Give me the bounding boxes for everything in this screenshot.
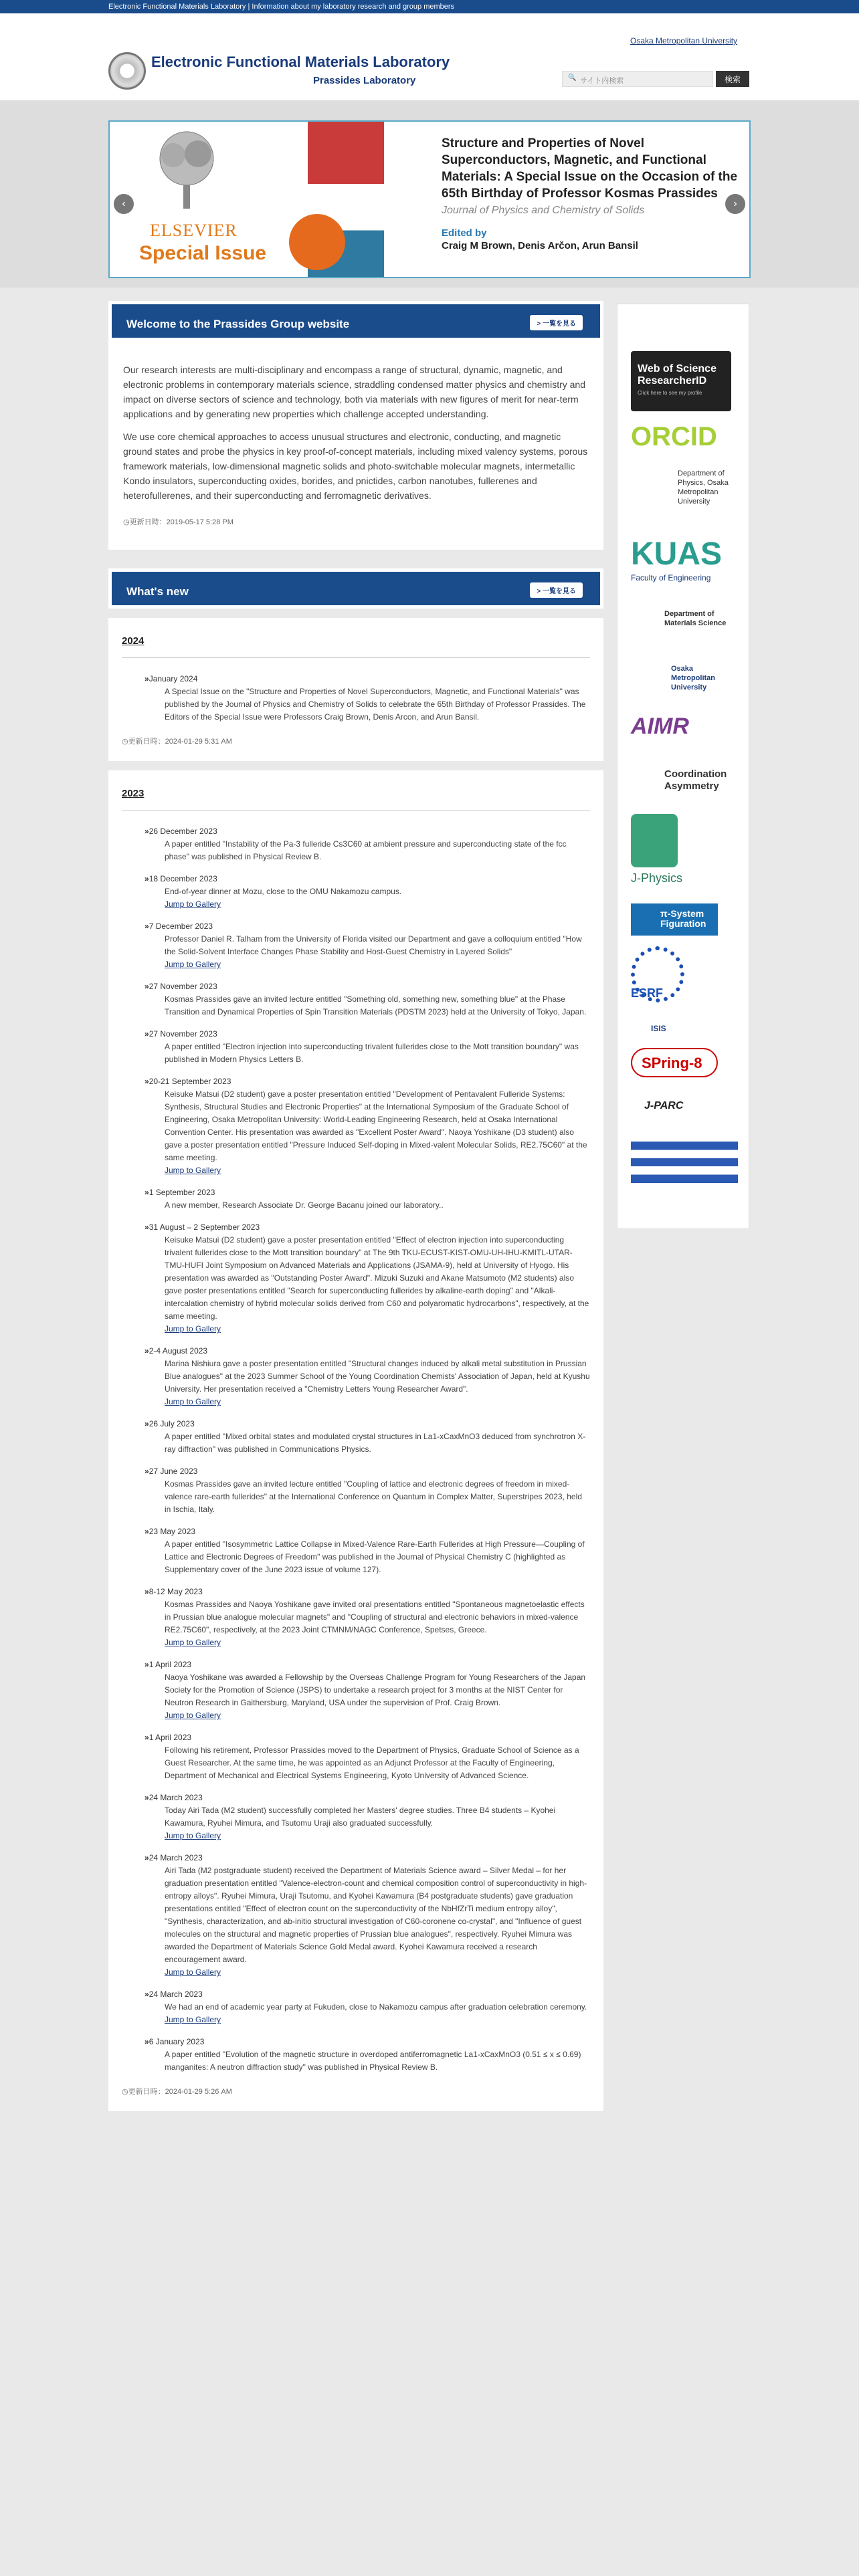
physics-logo[interactable] [631, 469, 738, 506]
news-text: End-of-year dinner at Mozu, close to the OMU Nakamozu campus. [165, 887, 402, 896]
omu-logo[interactable] [631, 664, 731, 692]
slider-prev-icon[interactable]: ‹ [114, 194, 134, 214]
news-item [145, 873, 590, 911]
esrf-logo[interactable]: ESRF [631, 986, 664, 1000]
news-item [145, 673, 590, 724]
news-date: » 27 November 2023 [145, 1028, 590, 1041]
special-issue-label: Special Issue [139, 242, 267, 264]
kuas-logo[interactable]: KUAS [631, 536, 723, 572]
news-date: » 24 March 2023 [145, 1988, 590, 2001]
physics-label: Department of Physics, Osaka Metropolitan University [678, 469, 729, 506]
hero-slide[interactable] [108, 120, 751, 278]
news-text: We had an end of academic year party at Fukuden, close to Nakamozu campus after graduation celebration ceremony. [165, 2002, 587, 2012]
news-item [145, 980, 590, 1018]
welcome-header [108, 301, 603, 341]
news-item [145, 1221, 590, 1335]
news-item [145, 1465, 590, 1516]
welcome-paragraph-2: We use core chemical approaches to access unusual structures and electronic, conducting, and magnetic ground states and probe the physics in key proof-of-concept materials, including mixed valency systems, porous framework materials, low-dimensional magnetic solids and photo-switchable molecular magnets, intermetallic Kondo insulators, superconducting oxides, borides, and pnictides, carbon nanotubes, fullerenes and heterofullerenes, and their superconducting and ferromagnetic derivatives. [123, 431, 588, 501]
news-text: Naoya Yoshikane was awarded a Fellowship by the Overseas Challenge Program for Young Researchers of the Japan Society for the Promotion of Science (JSPS) to undertake a research project for 3 months at the NIST Center for Neutron Research in Gaithersburg, Maryland, USA under the supervision of Prof. Craig Brown. [165, 1673, 586, 1707]
news-text: Following his retirement, Professor Prassides moved to the Department of Physics, Graduate School of Science as a Guest Researcher. At the same time, he was appointed as an Adjunct Professor at the Faculty of Engineering, Department of Mechanical and Electrical Systems Engineering, Kyoto University of Advanced Science. [165, 1745, 579, 1780]
isis-logo[interactable]: ISIS [651, 1024, 666, 1033]
omu-label: Osaka Metropolitan University [671, 665, 715, 691]
news-date: » 26 December 2023 [145, 825, 590, 838]
search-button[interactable]: 検索 [716, 71, 749, 87]
news-text: Kosmas Prassides gave an invited lecture entitled "Coupling of lattice and electronic degrees of freedom in mixed-valence rare-earth fullerides" at the International Conference on Quantum in Complex Matter, Superstripes 2023, held in Ischia, Italy. [165, 1479, 582, 1514]
jump-to-gallery-link[interactable]: Jump to Gallery [165, 1967, 221, 1977]
news-item [145, 1075, 590, 1177]
news-date: » 23 May 2023 [145, 1525, 590, 1538]
journal-badge-icon [289, 214, 345, 270]
lab-subtitle: Prassides Laboratory [313, 75, 416, 86]
news-text: Keisuke Matsui (D2 student) gave a poster presentation entitled "Development of Pentavalent Fulleride Systems: Synthesis, Structural Studies and Electronic Properties" at the International Symposium of the Graduate School of Engineering, Osaka Metropolitan University: World-Leading Engineering Research, held at Osaka International Convention Center. His presentation was awarded as "Excellent Poster Award". Naoya Yoshikane (D3 student) also gave a poster presentation entitled "Pressure Induced Self-doping in Mixed-valent Molecular Solids, RE2.75C60" at the same meeting. [165, 1089, 587, 1162]
jump-to-gallery-link[interactable]: Jump to Gallery [165, 1166, 221, 1175]
spring8-logo[interactable]: SPring-8 [631, 1048, 718, 1077]
wos-sub: Click here to see my profile [638, 390, 702, 396]
news-date: » 24 March 2023 [145, 1852, 590, 1864]
news-item [145, 1345, 590, 1408]
news-item [145, 1658, 590, 1722]
welcome-card [108, 341, 603, 550]
jump-to-gallery-link[interactable]: Jump to Gallery [165, 1397, 221, 1406]
news-text: A paper entitled "Electron injection into superconducting trivalent fullerides close to the Mott transition boundary" was published in Modern Physics Letters B. [165, 1042, 579, 1064]
pisystem-label: π-System Figuration [660, 908, 706, 929]
welcome-updated: ◷ 更新日時：2019-05-17 5:28 PM [123, 515, 589, 530]
news-date: » 18 December 2023 [145, 873, 590, 885]
news-text: Kosmas Prassides and Naoya Yoshikane gave invited oral presentations entitled "Spontaneous magnetoelastic effects in Prussian blue analogue molecular magnets" and "Coupling of structural and electronic behaviors in mixed-valence RE2.75C60", respectively, at the 2023 Joint CTMNM/NAGC Conference, Spetses, Greece. [165, 1600, 585, 1634]
elsevier-label: ELSEVIER [150, 221, 237, 240]
news-text: A paper entitled "Isosymmetric Lattice Collapse in Mixed-Valence Rare-Earth Fullerides at High Pressure—Coupling of Lattice and Electronic Degrees of Freedom" was published in the Journal of Physical Chemistry C (highlighted as Supplementary cover of the June 2023 issue of volume 127). [165, 1539, 585, 1574]
year-2024-card [108, 618, 603, 761]
news-text: Today Airi Tada (M2 student) successfully completed her Masters' degree studies. Three B4 students – Kyohei Kawamura, Ryuhei Mimura, and Tsutomu Uraji also graduated successfully. [165, 1806, 556, 1828]
coord-logo[interactable] [631, 768, 731, 792]
jump-to-gallery-link[interactable]: Jump to Gallery [165, 1711, 221, 1720]
year-2023-card [108, 770, 603, 2111]
wos-badge[interactable] [631, 351, 731, 411]
kuas-faculty: Faculty of Engineering [631, 573, 711, 582]
news-text: A paper entitled "Evolution of the magnetic structure in overdoped antiferromagnetic La1-xCaxMnO3 (0.51 ≤ x ≤ 0.69) manganites: A neutron diffraction study" was published in Physical Review B. [165, 2050, 581, 2072]
slide-journal: Journal of Physics and Chemistry of Solids [442, 205, 645, 216]
year-2024-heading[interactable]: 2024 [122, 635, 590, 658]
news-text: A paper entitled "Mixed orbital states and modulated crystal structures in La1-xCaxMnO3 deduced from synchrotron X-ray diffraction" was published in Communications Physics. [165, 1432, 586, 1454]
news-text: A paper entitled "Instability of the Pa-3 fulleride Cs3C60 at ambient pressure and superconducting state of the fcc phase" was published in Physical Review B. [165, 839, 567, 861]
lab-logo[interactable] [108, 52, 146, 90]
news-date: » January 2024 [145, 673, 590, 685]
news-text: A Special Issue on the "Structure and Properties of Novel Superconductors, Magnetic, and Functional Materials" was published by the Journal of Physics and Chemistry of Solids to celebrate the 65th Birthday of Professor Prassides. The Editors of the Special Issue were Professors Craig Brown, Denis Arcon, and Arun Bansil. [165, 687, 586, 722]
matsci-label: Department of Materials Science [664, 610, 727, 627]
welcome-heading: Welcome to the Prassides Group website [126, 318, 350, 330]
search-input[interactable]: 🔍 サイト内検索 [562, 71, 713, 87]
hero-slider [0, 100, 859, 288]
welcome-more-button[interactable]: > 一覧を見る [530, 315, 583, 330]
jump-to-gallery-link[interactable]: Jump to Gallery [165, 1831, 221, 1840]
matsci-logo[interactable] [631, 609, 731, 628]
news-item [145, 1988, 590, 2026]
news-item [145, 1586, 590, 1649]
news-date: » 31 August – 2 September 2023 [145, 1221, 590, 1234]
jphysics-logo-icon [631, 814, 678, 867]
jparc-logo[interactable]: J-PARC [644, 1100, 684, 1111]
news-item [145, 1852, 590, 1979]
news-item [145, 2036, 590, 2074]
slide-title: Structure and Properties of Novel Superconductors, Magnetic, and Functional Materials: A Special Issue on the Occasion of the 65th Birthday of Professor Kosmas Prassides [442, 136, 738, 201]
news-date: » 26 July 2023 [145, 1418, 590, 1430]
news-item [145, 1792, 590, 1842]
year-2023-updated: ◷ 更新日時：2024-01-29 5:26 AM [122, 2086, 590, 2097]
elsevier-tree-icon [150, 128, 223, 215]
news-item [145, 1731, 590, 1782]
news-item [145, 1186, 590, 1212]
slider-next-icon[interactable]: › [725, 194, 745, 214]
elsevier-panel [110, 122, 308, 277]
main-content [108, 301, 603, 2111]
news-text: Airi Tada (M2 postgraduate student) received the Department of Materials Science award – Silver Medal – for her graduation presentation entitled "Valence-electron-count and chemical composition control of superconductivity in high-entropy alloys". Ryuhei Mimura, Uraji Tsutomu, and Kyohei Kawamura (B4 postgraduate students) gave graduation presentations entitled "Effect of electron count on the superconductivity of the NbHfZrTi medium entropy alloy", "Synthesis, characterization, and ab-initio structural investigation of C60-coronene co-crystal", and "Influence of guest molecules on the structural and magnetic properties of Prussian blue analogues", respectively. Ryuhei Mimura was awarded the Department of Materials Science Gold Medal award. Kyohei Kawamura received a research encouragement award. [165, 1866, 587, 1964]
jump-to-gallery-link[interactable]: Jump to Gallery [165, 1324, 221, 1333]
news-date: » 2-4 August 2023 [145, 1345, 590, 1358]
pisystem-logo[interactable] [631, 903, 718, 936]
news-text: Marina Nishiura gave a poster presentation entitled "Structural changes induced by alkali metal substitution in Prussian Blue analogues" at the 2023 Summer School of the Young Coordination Chemists' Association of Japan, held at Kyushu University. Her presentation received a "Chemistry Letters Young Researcher Award". [165, 1359, 590, 1394]
news-date: » 6 January 2023 [145, 2036, 590, 2048]
osaka-university-link[interactable]: Osaka Metropolitan University [630, 36, 738, 45]
news-date: » 27 November 2023 [145, 980, 590, 993]
news-date: » 27 June 2023 [145, 1465, 590, 1478]
news-date: » 8-12 May 2023 [145, 1586, 590, 1598]
jump-to-gallery-link[interactable]: Jump to Gallery [165, 1638, 221, 1647]
news-date: » 24 March 2023 [145, 1792, 590, 1804]
news-date: » 1 April 2023 [145, 1731, 590, 1744]
year-2024-updated: ◷ 更新日時：2024-01-29 5:31 AM [122, 736, 590, 746]
aimr-logo[interactable]: AIMR [631, 714, 689, 739]
whatsnew-more-button[interactable]: > 一覧を見る [530, 582, 583, 598]
jump-to-gallery-link[interactable]: Jump to Gallery [165, 2015, 221, 2024]
topbar: Electronic Functional Materials Laboratory | Information about my laboratory research and group members [0, 0, 859, 13]
slide-authors: Craig M Brown, Denis Arčon, Arun Bansil [442, 240, 638, 251]
news-item [145, 825, 590, 863]
news-text: Keisuke Matsui (D2 student) gave a poster presentation entitled "Effect of electron injection into superconducting trivalent fullerides close to the Mott transition boundary" at The 9th TKU-ECUST-KIST-OMU-UH-IHU-KMITL-UTAR-TMU-HUFI Joint Symposium on Advanced Materials and Applications (JSAMA-9), held at University of Hyogo. His presentation was awarded as "Outstanding Poster Award". Mizuki Suzuki and Akane Matsumoto (M2 students) also gave poster presentations entitled "Search for superconducting fullerides by alkaline-earth doping" and "Alkali-intercalation chemistry of hybrid molecular solids derived from C60 and polyaromatic hydrocarbons", respectively, at the same meeting. [165, 1235, 589, 1321]
news-item [145, 1418, 590, 1456]
year-2023-heading[interactable]: 2023 [122, 788, 590, 811]
news-text: Professor Daniel R. Talham from the University of Florida visited our Department and gave a colloquium entitled "How the Solid-Solvent Interface Changes Phase Stability and Host-Guest Chemistry in Layered Solids" [165, 934, 582, 956]
greek-flag-icon[interactable] [631, 1142, 738, 1183]
news-date: » 20-21 September 2023 [145, 1075, 590, 1088]
jphysics-logo[interactable]: J-Physics [631, 871, 683, 885]
wos-label: Web of Science ResearcherID [638, 363, 717, 387]
header [0, 13, 859, 100]
news-text: A new member, Research Associate Dr. George Bacanu joined our laboratory.. [165, 1200, 444, 1210]
news-item [145, 1028, 590, 1066]
news-date: » 1 September 2023 [145, 1186, 590, 1199]
jump-to-gallery-link[interactable]: Jump to Gallery [165, 899, 221, 909]
jump-to-gallery-link[interactable]: Jump to Gallery [165, 960, 221, 969]
news-text: Kosmas Prassides gave an invited lecture entitled "Something old, something new, something blue" at the Phase Transition and Dynamical Properties of Spin Transition Materials (PDSTM 2023) held at the University of Tokyo, Japan. [165, 994, 587, 1016]
slide-edited: Edited by [442, 227, 487, 239]
news-item [145, 1525, 590, 1576]
coord-label: Coordination Asymmetry [664, 768, 727, 792]
whatsnew-heading: What's new [126, 585, 189, 598]
news-date: » 1 April 2023 [145, 1658, 590, 1671]
news-date: » 7 December 2023 [145, 920, 590, 933]
news-item [145, 920, 590, 971]
welcome-paragraph-1: Our research interests are multi-disciplinary and encompass a range of structural, dynamic, magnetic, and electronic problems in contemporary materials science, straddling condensed matter physics and chemistry and impact on diverse sectors of science and technology, both via materials with new figures of merit for near-term applications and by generating new properties which challenge accepted understanding. [123, 364, 585, 419]
sidebar [617, 304, 749, 1229]
whatsnew-header [108, 568, 603, 609]
lab-title[interactable]: Electronic Functional Materials Laboratory [151, 53, 450, 70]
orcid-logo[interactable]: ORCID [631, 422, 717, 451]
